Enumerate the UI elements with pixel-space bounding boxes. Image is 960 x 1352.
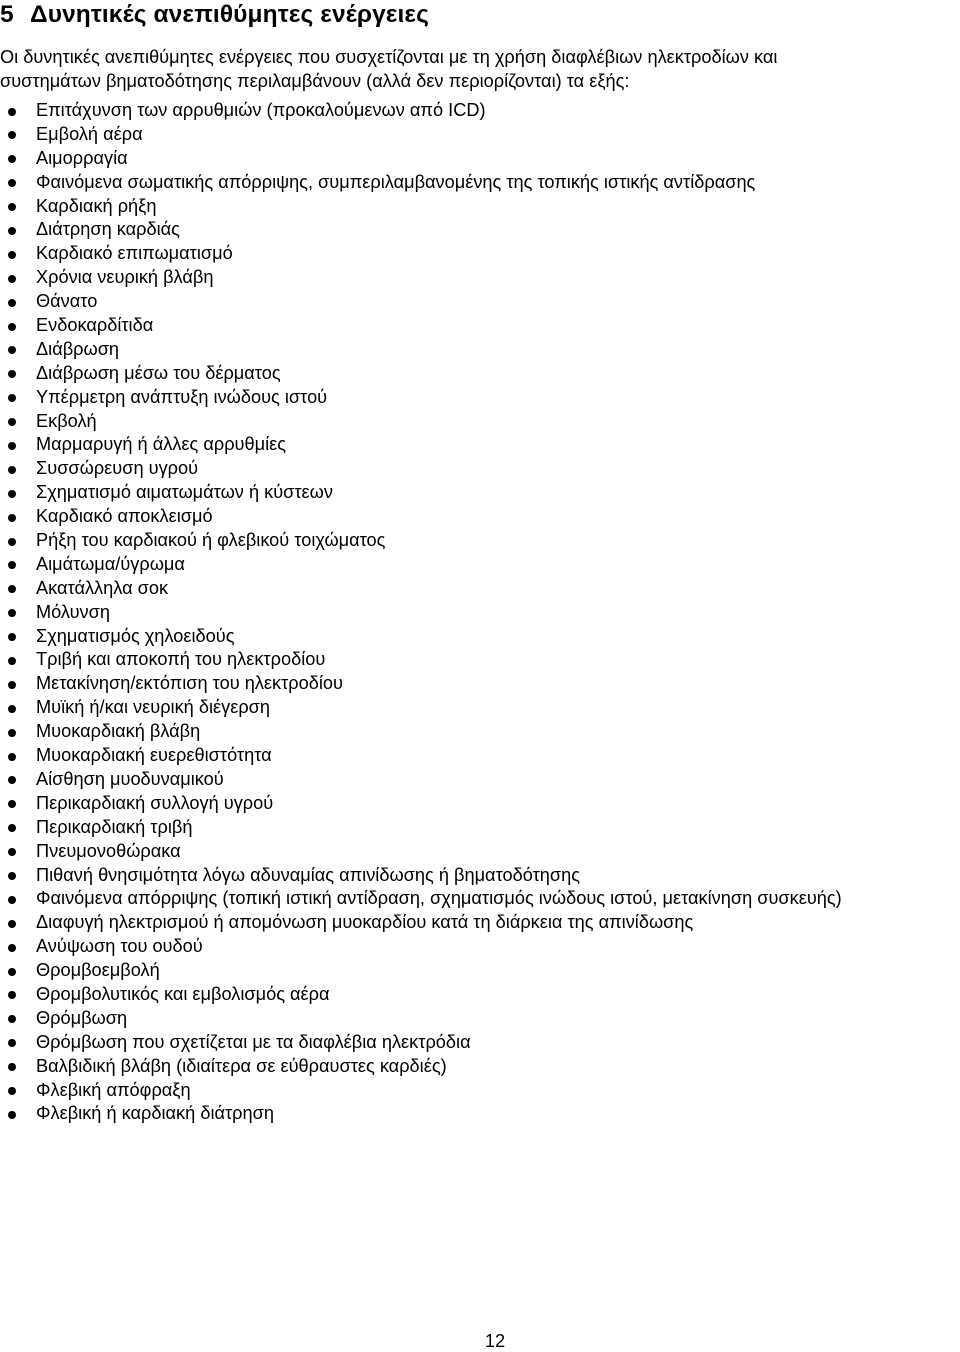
list-item (0, 864, 960, 888)
list-item (0, 410, 960, 434)
bullet-icon (8, 179, 16, 187)
list-item (0, 1055, 960, 1079)
bullet-icon (8, 776, 16, 784)
bullet-icon (8, 968, 16, 976)
list-item-text: Περικαρδιακή συλλογή υγρού (36, 792, 274, 813)
list-item (0, 792, 960, 816)
list-item (0, 242, 960, 266)
list-item-text: Μυοκαρδιακή βλάβη (36, 721, 201, 742)
bullet-icon (8, 514, 16, 522)
bullet-icon (8, 800, 16, 808)
list-item (0, 147, 960, 171)
list-item-text: Περικαρδιακή τριβή (36, 816, 193, 837)
list-item (0, 481, 960, 505)
list-item-text: Μετακίνηση/εκτόπιση του ηλεκτροδίου (36, 673, 343, 694)
list-item (0, 338, 960, 362)
list-item-text: Επιτάχυνση των αρρυθμιών (προκαλούμενων από ICD) (36, 100, 486, 120)
list-item-text: Διάβρωση μέσω του δέρματος (36, 362, 281, 383)
bullet-icon (8, 203, 16, 211)
list-item-text: Υπέρμετρη ανάπτυξη ινώδους ιστού (36, 386, 328, 407)
list-item (0, 195, 960, 219)
list-item-text: Αιμάτωμα/ύγρωμα (36, 553, 185, 574)
list-item (0, 433, 960, 457)
list-item-text: Φλεβική απόφραξη (36, 1079, 191, 1100)
list-item-text: Εμβολή αέρα (36, 123, 143, 144)
bullet-icon (8, 729, 16, 737)
list-item-text: Βαλβιδική βλάβη (ιδιαίτερα σε εύθραυστες καρδιές) (36, 1055, 447, 1076)
list-item (0, 601, 960, 625)
bullet-icon (8, 323, 16, 331)
list-item (0, 362, 960, 386)
bullet-icon (8, 920, 16, 928)
list-item-text: Τριβή και αποκοπή του ηλεκτροδίου (36, 649, 326, 670)
bullet-icon (8, 1063, 16, 1071)
list-item (0, 816, 960, 840)
list-item-text: Αιμορραγία (36, 147, 128, 168)
list-item-text: Θρομβοεμβολή (36, 960, 160, 981)
bullet-icon (8, 490, 16, 498)
list-item-text: Μυϊκή ή/και νευρική διέγερση (36, 697, 271, 718)
bullet-icon (8, 131, 16, 139)
bullet-icon (8, 991, 16, 999)
list-item (0, 386, 960, 410)
list-item (0, 887, 960, 911)
list-item (0, 266, 960, 290)
list-item (0, 911, 960, 935)
list-item (0, 218, 960, 242)
bullet-icon (8, 394, 16, 402)
section-heading (0, 0, 429, 30)
list-item (0, 768, 960, 792)
intro-line: συστημάτων βηματοδότησης περιλαμβάνουν (αλλά δεν περιορίζονται) τα εξής: (0, 71, 630, 91)
list-item-text: Ενδοκαρδίτιδα (36, 315, 154, 336)
bullet-icon (8, 466, 16, 474)
list-item (0, 529, 960, 553)
bullet-icon (8, 824, 16, 832)
bullet-icon (8, 1087, 16, 1095)
list-item-text: Ακατάλληλα σοκ (36, 577, 169, 598)
list-item (0, 1007, 960, 1031)
list-item (0, 457, 960, 481)
bullet-icon (8, 944, 16, 952)
list-item-text: Συσσώρευση υγρού (36, 458, 199, 479)
list-item-text: Θάνατο (36, 291, 98, 312)
list-item (0, 720, 960, 744)
list-item-text: Θρόμβωση που σχετίζεται με τα διαφλέβια ηλεκτρόδια (36, 1031, 471, 1052)
list-item-text: Πιθανή θνησιμότητα λόγω αδυναμίας απινίδωσης ή βηματοδότησης (36, 864, 580, 885)
list-item-text: Θρομβολυτικός και εμβολισμός αέρα (36, 983, 330, 1004)
list-item (0, 505, 960, 529)
bullet-icon (8, 609, 16, 617)
list-item-text: Χρόνια νευρική βλάβη (36, 267, 214, 288)
bullet-icon (8, 155, 16, 163)
bullet-icon (8, 561, 16, 569)
list-item-text: Διαφυγή ηλεκτρισμού ή απομόνωση μυοκαρδίου κατά τη διάρκεια της απινίδωσης (36, 912, 694, 933)
intro-paragraph (0, 45, 955, 93)
list-item (0, 840, 960, 864)
list-item-text: Σχηματισμός χηλοειδούς (36, 625, 235, 646)
bullet-icon (8, 442, 16, 450)
page-number: 12 (484, 1331, 506, 1351)
list-item (0, 577, 960, 601)
list-item-text: Καρδιακό επιπωματισμό (36, 243, 233, 264)
list-item (0, 744, 960, 768)
bullet-icon (8, 1111, 16, 1119)
list-item (0, 290, 960, 314)
bullet-icon (8, 633, 16, 641)
bullet-icon (8, 753, 16, 761)
adverse-effects-list (0, 99, 960, 1126)
list-item (0, 1102, 960, 1126)
list-item-text: Μυοκαρδιακή ευερεθιστότητα (36, 745, 272, 766)
list-item-text: Καρδιακή ρήξη (36, 195, 157, 216)
list-item (0, 314, 960, 338)
section-number: 5 (0, 1, 14, 28)
list-item-text: Ανύψωση του ουδού (36, 936, 203, 957)
bullet-icon (8, 896, 16, 904)
list-item-text: Ρήξη του καρδιακού ή φλεβικού τοιχώματος (36, 530, 386, 551)
bullet-icon (8, 1039, 16, 1047)
list-item (0, 696, 960, 720)
bullet-icon (8, 872, 16, 880)
section-title: Δυνητικές ανεπιθύμητες ενέργειες (30, 1, 430, 28)
bullet-icon (8, 657, 16, 665)
list-item (0, 1031, 960, 1055)
list-item-text: Μαρμαρυγή ή άλλες αρρυθμίες (36, 434, 287, 455)
list-item-text: Αίσθηση μυοδυναμικού (36, 768, 224, 789)
list-item (0, 123, 960, 147)
list-item (0, 935, 960, 959)
bullet-icon (8, 227, 16, 235)
list-item (0, 672, 960, 696)
intro-line: Οι δυνητικές ανεπιθύμητες ενέργειες που συσχετίζονται με τη χρήση διαφλέβιων ηλεκτροδίων και (0, 47, 778, 67)
list-item-text: Σχηματισμό αιματωμάτων ή κύστεων (36, 482, 333, 503)
list-item (0, 99, 960, 123)
bullet-icon (8, 370, 16, 378)
list-item (0, 648, 960, 672)
list-item-text: Θρόμβωση (36, 1007, 128, 1028)
bullet-icon (8, 538, 16, 546)
list-item (0, 1079, 960, 1103)
bullet-icon (8, 681, 16, 689)
bullet-icon (8, 346, 16, 354)
bullet-icon (8, 299, 16, 307)
list-item-text: Μόλυνση (36, 601, 110, 622)
bullet-icon (8, 251, 16, 259)
bullet-icon (8, 848, 16, 856)
bullet-icon (8, 108, 16, 116)
list-item-text: Καρδιακό αποκλεισμό (36, 506, 213, 527)
list-item-text: Εκβολή (36, 410, 97, 431)
bullet-icon (8, 705, 16, 713)
list-item-text: Διάτρηση καρδιάς (36, 219, 180, 240)
bullet-icon (8, 275, 16, 283)
bullet-icon (8, 585, 16, 593)
list-item-text: Φλεβική ή καρδιακή διάτρηση (36, 1103, 274, 1124)
list-item (0, 171, 960, 195)
list-item-text: Φαινόμενα απόρριψης (τοπική ιστική αντίδραση, σχηματισμός ινώδους ιστού, μετακίνηση συσκευής) (36, 888, 842, 909)
bullet-icon (8, 1015, 16, 1023)
list-item (0, 959, 960, 983)
list-item (0, 553, 960, 577)
list-item (0, 983, 960, 1007)
list-item (0, 625, 960, 649)
list-item-text: Πνευμονοθώρακα (36, 840, 181, 861)
list-item-text: Φαινόμενα σωματικής απόρριψης, συμπεριλαμβανομένης της τοπικής ιστικής αντίδρασης (36, 171, 756, 192)
list-item-text: Διάβρωση (36, 338, 120, 359)
bullet-icon (8, 418, 16, 426)
